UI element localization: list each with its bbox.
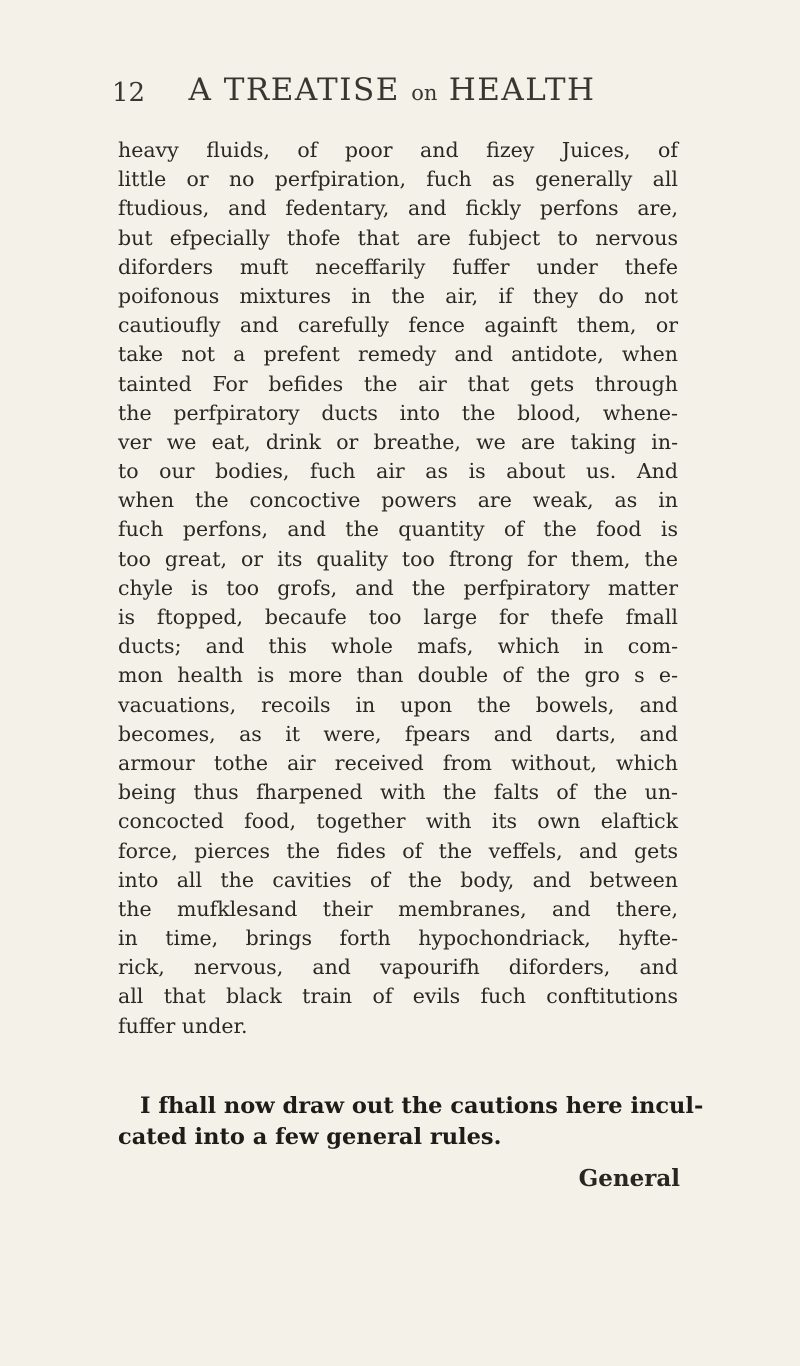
text-line: cautioufly and carefully fence againft them, or	[118, 313, 678, 338]
text-line: heavy fluids, of poor and fizey Juices, of	[118, 138, 678, 162]
running-title-main: A TREATISE	[188, 72, 400, 108]
text-line: concocted food, together with its own elaftick	[118, 809, 678, 834]
text-line: force, pierces the fides of the veffels, and gets	[118, 838, 678, 863]
text-line: is ftopped, becaufe too large for thefe fmall	[118, 605, 678, 629]
page-number: 12	[112, 78, 146, 108]
text-line: take not a prefent remedy and antidote, when	[118, 342, 678, 367]
running-header	[112, 72, 672, 112]
text-line: but efpecially thofe that are fubject to nervous	[118, 225, 678, 250]
catchword: General	[578, 1165, 680, 1192]
text-line: ver we eat, drink or breathe, we are taking in-	[118, 429, 678, 454]
text-line: to our bodies, fuch air as is about us. And	[118, 459, 678, 484]
text-line: into all the cavities of the body, and between	[118, 867, 678, 892]
running-title-end: HEALTH	[448, 72, 596, 108]
text-line: diforders muft neceffarily fuffer under thefe	[118, 254, 678, 279]
paragraph-1	[118, 136, 678, 1041]
text-line: little or no perfpiration, fuch as generally all	[118, 167, 678, 192]
text-line: when the concoctive powers are weak, as in	[118, 488, 678, 513]
text-line: ftudious, and fedentary, and fickly perfons are,	[118, 196, 678, 221]
text-line: cated into a few general rules.	[118, 1124, 502, 1150]
text-line: poifonous mixtures in the air, if they do not	[118, 283, 678, 308]
text-line: the perfpiratory ducts into the blood, whene-	[118, 400, 678, 425]
text-line: all that black train of evils fuch conftitutions	[118, 984, 678, 1009]
text-line: tainted For befides the air that gets through	[118, 371, 678, 396]
running-title	[112, 72, 672, 108]
text-line: I fhall now draw out the cautions here incul-	[140, 1093, 704, 1119]
text-line: becomes, as it were, fpears and darts, and	[118, 721, 678, 746]
text-line: too great, or its quality too ftrong for them, the	[118, 546, 678, 571]
text-line: vacuations, recoils in upon the bowels, and	[118, 692, 678, 717]
text-line: chyle is too grofs, and the perfpiratory matter	[118, 575, 678, 600]
text-line: the mufklesand their membranes, and there,	[118, 896, 678, 921]
running-title-on: on	[411, 81, 438, 105]
text-line: in time, brings forth hypochondriack, hyfte-	[118, 926, 678, 951]
text-line: fuffer under.	[118, 1013, 248, 1038]
paragraph-2	[118, 1091, 704, 1153]
text-line: armour tothe air received from without, which	[118, 750, 678, 775]
text-line: rick, nervous, and vapourifh diforders, and	[118, 955, 678, 980]
text-line: ducts; and this whole mafs, which in com-	[118, 634, 678, 659]
text-line: mon health is more than double of the gro s e-	[118, 663, 678, 688]
text-line: fuch perfons, and the quantity of the food is	[118, 517, 678, 542]
text-line: being thus fharpened with the falts of the un-	[118, 780, 678, 805]
